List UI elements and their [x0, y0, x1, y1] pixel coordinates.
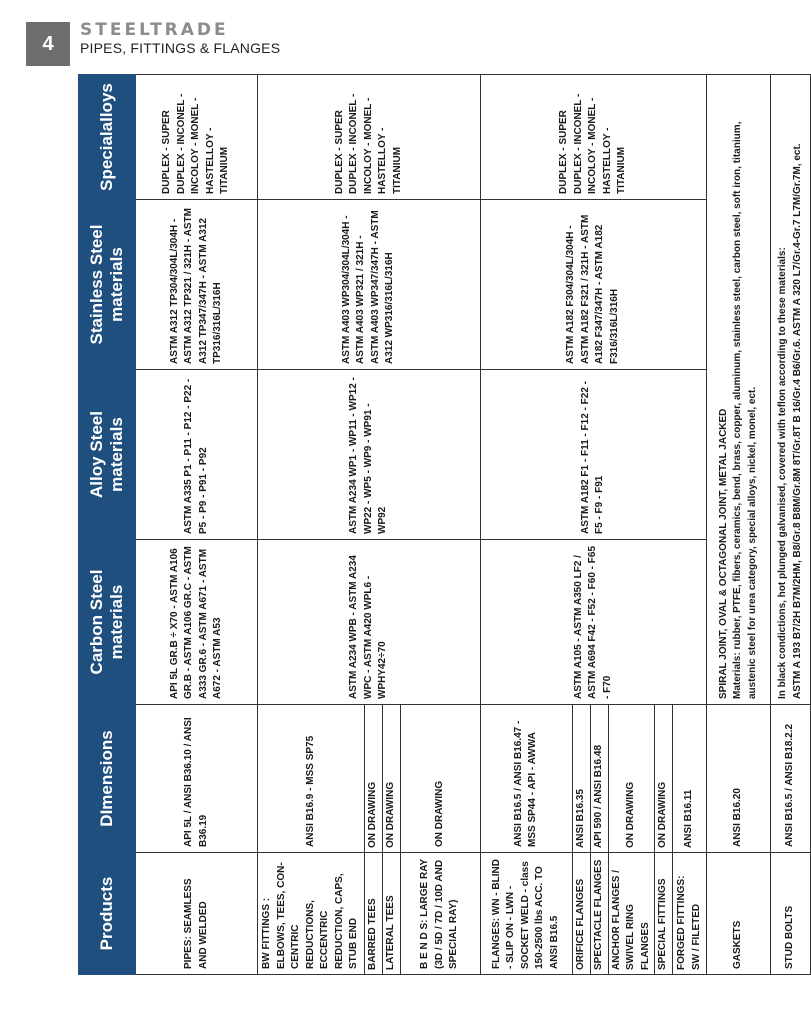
dimension-bw-fittings: ANSI B16.9 - MSS SP75 — [258, 705, 365, 853]
alloy-pipes: ASTM A335 P1 - P11 - P12 - P22 - P5 - P9 - P91 - P92 — [136, 370, 258, 540]
table-row-flanges — [480, 75, 572, 975]
special-fittings: DUPLEX - SUPER DUPLEX - INCONEL - INCOLOY - MONEL - HASTELLOY - TITANIUM — [258, 75, 481, 200]
dimension-flanges: ANSI B16.5 / ANSI B16.47 - MSS SP44 - API - AWWA — [480, 705, 572, 853]
header-products: Products — [79, 853, 136, 975]
dimension-pipes: API 5L / ANSI B36.10 / ANSI B36.19 — [136, 705, 258, 853]
stainless-fittings: ASTM A403 WP304/304L/304H - ASTM A403 WP321 / 321H - ASTM A403 WP347/347H - ASTM A312 WP316/316L/316H — [258, 200, 481, 370]
gaskets-line-1: SPIRAL JOINT, OVAL & OCTAGONAL JOINT, METAL JACKED — [717, 408, 729, 699]
product-pipes: PIPES: SEAMLESS AND WELDED — [136, 853, 258, 975]
dimension-stud-bolts: ANSI B16.5 / ANSI B18.2.2 — [771, 705, 811, 853]
product-anchor-flanges: ANCHOR FLANGES / SWIVEL RING FLANGES — [608, 853, 655, 975]
dimension-lateral-tees: ON DRAWING — [382, 705, 400, 853]
special-pipes: DUPLEX - SUPER DUPLEX - INCONEL - INCOLOY - MONEL - HASTELLOY - TITANIUM — [136, 75, 258, 200]
product-flanges: FLANGES: WN - BLIND - SLIP ON - LWN - SOCKET WELD - class 150-2500 lbs ACC. TO ANSI B16.5 — [480, 853, 572, 975]
alloy-flanges: ASTM A182 F1 - F11 - F12 - F22 - F5 - F9 - F91 — [480, 370, 707, 540]
gaskets-line-2: Materials: rubber, PTFE, fibers, ceramics, bend, brass, copper, aluminum, stainless steel, carbon steel, soft iron, titanium, austenic steel for urea category, special alloys, nickel, monel, ect. — [732, 121, 758, 699]
stainless-pipes: ASTM A312 TP304/304L/304H - ASTM A312 TP321 / 321H - ASTM A312 TP347/347H - ASTM A312 TP316/316L/316H — [136, 200, 258, 370]
table-row-stud-bolts — [771, 75, 811, 975]
product-gaskets: GASKETS — [707, 853, 771, 975]
page-number: 4 — [26, 22, 70, 66]
page-subtitle: PIPES, FITTINGS & FLANGES — [80, 40, 281, 56]
header-dimensions: DImensions — [79, 705, 136, 853]
product-lateral-tees: LATERAL TEES — [382, 853, 400, 975]
alloy-fittings: ASTM A234 WP1 - WP11 - WP12 - WP22 - WP5 - WP9 - WP91 - WP92 — [258, 370, 481, 540]
product-forged-fittings: FORGED FITTINGS: SW / FILETED — [673, 853, 707, 975]
dimension-anchor-flanges: ON DRAWING — [608, 705, 655, 853]
special-flanges: DUPLEX - SUPER DUPLEX - INCONEL - INCOLOY - MONEL - HASTELLOY - TITANIUM — [480, 75, 707, 200]
carbon-flanges: ASTM A105 - ASTM A350 LF2 / ASTM A694 F42 - F52 - F60 - F65 - F70 — [480, 540, 707, 705]
stud-bolts-description — [771, 75, 811, 705]
product-special-fittings: SPECIAL FITTINGS — [655, 853, 673, 975]
product-orifice-flanges: ORIFICE FLANGES — [572, 853, 590, 975]
dimension-bends: ON DRAWING — [400, 705, 480, 853]
product-bw-fittings: BW FITTINGS : ELBOWS, TEES, CON-CENTRIC REDUCTIONS, ECCENTRIC REDUCTION, CAPS, STUB END — [258, 853, 365, 975]
stud-bolts-line-2: ASTM A 193 B7/2H B7M/2HM, B8/Gr.8 B8M/Gr.8M 8T/Gr.8T B 16/Gr.4 B6/Gr.6. ASTM A 320 L7/Gr.4-Gr.7 L7M/Gr.7M, ect. — [791, 143, 803, 699]
dimension-spectacle-flanges: API 590 / ANSI B16.48 — [590, 705, 608, 853]
product-spectacle-flanges: SPECTACLE FLANGES — [590, 853, 608, 975]
header-alloy-steel: Alloy Steel materials — [79, 370, 136, 540]
materials-table — [78, 74, 811, 975]
header-special-alloys: Specialalloys — [79, 75, 136, 200]
header-row — [79, 75, 136, 975]
table-row-bw-fittings — [258, 75, 365, 975]
dimension-gaskets: ANSI B16.20 — [707, 705, 771, 853]
stainless-flanges: ASTM A182 F304/304L/304H - ASTM A182 F321 / 321H - ASTM A182 F347/347H - ASTM A182 F316/316L/316H — [480, 200, 707, 370]
materials-table-rotated — [78, 75, 803, 975]
table-row-pipes — [136, 75, 258, 975]
product-stud-bolts: STUD BOLTS — [771, 853, 811, 975]
carbon-fittings: ASTM A234 WPB - ASTM A234 WPC - ASTM A420 WPL6 - WPHY42÷70 — [258, 540, 481, 705]
carbon-pipes: API 5L GR.B ÷ X70 - ASTM A106 GR.B - ASTM A106 GR.C - ASTM A333 GR.6 - ASTM A671 - ASTM A672 - ASTM A53 — [136, 540, 258, 705]
dimension-barred-tees: ON DRAWING — [364, 705, 382, 853]
stud-bolts-line-1: In black condictions, hot plunged galvanised, covered with teflon according to these materials: — [777, 247, 788, 699]
dimension-orifice-flanges: ANSI B16.35 — [572, 705, 590, 853]
brand-logo: STEELTRADE — [80, 20, 229, 40]
dimension-forged-fittings: ANSI B16.11 — [673, 705, 707, 853]
dimension-special-fittings: ON DRAWING — [655, 705, 673, 853]
table-row-gaskets — [707, 75, 771, 975]
product-barred-tees: BARRED TEES — [364, 853, 382, 975]
header-carbon-steel: Carbon Steel materials — [79, 540, 136, 705]
header-stainless-steel: Stainless Steel materials — [79, 200, 136, 370]
gaskets-description — [707, 75, 771, 705]
product-bends: B E N D S: LARGE RAY (3D / 5D / 7D / 10D AND SPECIAL RAY) — [400, 853, 480, 975]
